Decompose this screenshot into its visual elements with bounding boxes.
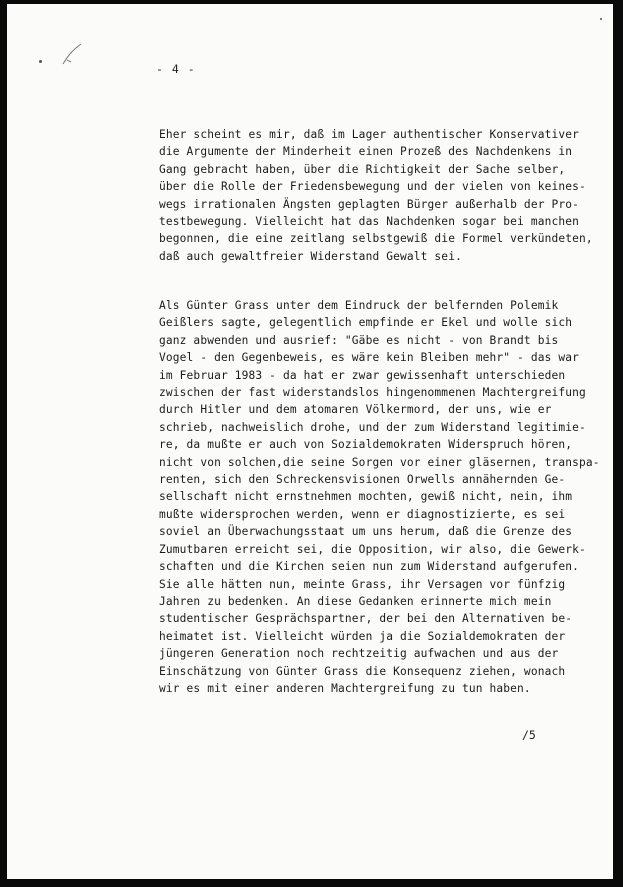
scan-speck — [39, 60, 42, 63]
page-number: - 4 - — [156, 62, 196, 76]
text-line: soviel an Überwachungsstaat um uns herum, daß die Grenze des — [159, 525, 573, 539]
text-line: daß auch gewaltfreier Widerstand Gewalt sei. — [159, 249, 462, 263]
text-line: studentischer Gesprächspartner, der bei den Alternativen be- — [159, 612, 573, 626]
text-line: ganz abwenden und ausrief: "Gäbe es nicht - von Brandt bis — [159, 333, 559, 347]
text-line: Eher scheint es mir, daß im Lager authentischer Konservativer — [159, 128, 580, 141]
text-line: wir es mit einer anderen Machtergreifung zu tun haben. — [159, 681, 531, 695]
text-line: die Argumente der Minderheit einen Prozeß des Nachdenkens in — [159, 145, 573, 159]
text-line: Sie alle hätten nun, meinte Grass, ihr Versagen vor fünfzig — [159, 577, 566, 591]
text-line: Geißlers sagte, gelegentlich empfinde er Ekel und wolle sich — [159, 316, 573, 330]
continuation-mark: /5 — [522, 728, 536, 742]
margin-scribble — [59, 40, 89, 70]
text-line: re, da mußte er auch von Sozialdemokraten Widerspruch hören, — [159, 438, 573, 452]
text-line: Jahren zu bedenken. An diese Gedanken erinnerte mich mein — [159, 594, 552, 608]
text-line: schaften und die Kirchen seien nun zum Widerstand aufgerufen. — [159, 560, 580, 574]
paragraph — [159, 297, 600, 697]
document-page — [7, 4, 613, 879]
text-line: wegs irrationalen Ängsten geplagten Bürger außerhalb der Pro- — [159, 197, 580, 211]
text-line: Zumutbaren erreicht sei, die Opposition, wir also, die Gewerk- — [159, 542, 586, 556]
scan-speck — [600, 18, 602, 20]
text-line: im Februar 1983 - da hat er zwar gewissenhaft unterschieden — [159, 368, 566, 382]
text-line: renten, sich den Schreckensvisionen Orwells annähernden Ge- — [159, 473, 566, 487]
text-line: nicht von solchen,die seine Sorgen vor einer gläsernen, transpa- — [159, 455, 600, 469]
text-line: testbewegung. Vielleicht hat das Nachdenken sogar bei manchen — [159, 215, 580, 229]
text-line: heimatet ist. Vielleicht würden ja die Sozialdemokraten der — [159, 629, 566, 643]
text-line: mußte widersprochen werden, wenn er diagnostizierte, es sei — [159, 507, 566, 521]
text-line: begonnen, die eine zeitlang selbstgewiß die Formel verkündeten, — [159, 232, 593, 246]
text-line: zwischen der fast widerstandslos hingenommenen Machtergreifung — [159, 386, 586, 400]
text-line: Vogel - den Gegenbeweis, es wäre kein Bleiben mehr" - das war — [159, 351, 580, 365]
paragraph — [159, 126, 593, 265]
text-line: sellschaft nicht ernstnehmen mochten, gewiß nicht, nein, ihm — [159, 490, 573, 504]
text-line: schrieb, nachweislich drohe, und der zum Widerstand legitimie- — [159, 420, 586, 434]
text-line: Als Günter Grass unter dem Eindruck der belfernden Polemik — [159, 299, 559, 312]
text-line: über die Rolle der Friedensbewegung und der vielen von keines- — [159, 180, 586, 194]
text-line: Gang gebracht haben, über die Richtigkeit der Sache selber, — [159, 162, 566, 176]
text-line: Einschätzung von Günter Grass die Konsequenz ziehen, wonach — [159, 664, 566, 678]
text-line: durch Hitler und dem atomaren Völkermord, der uns, wie er — [159, 403, 552, 417]
text-line: jüngeren Generation noch rechtzeitig aufwachen und aus der — [159, 647, 559, 661]
